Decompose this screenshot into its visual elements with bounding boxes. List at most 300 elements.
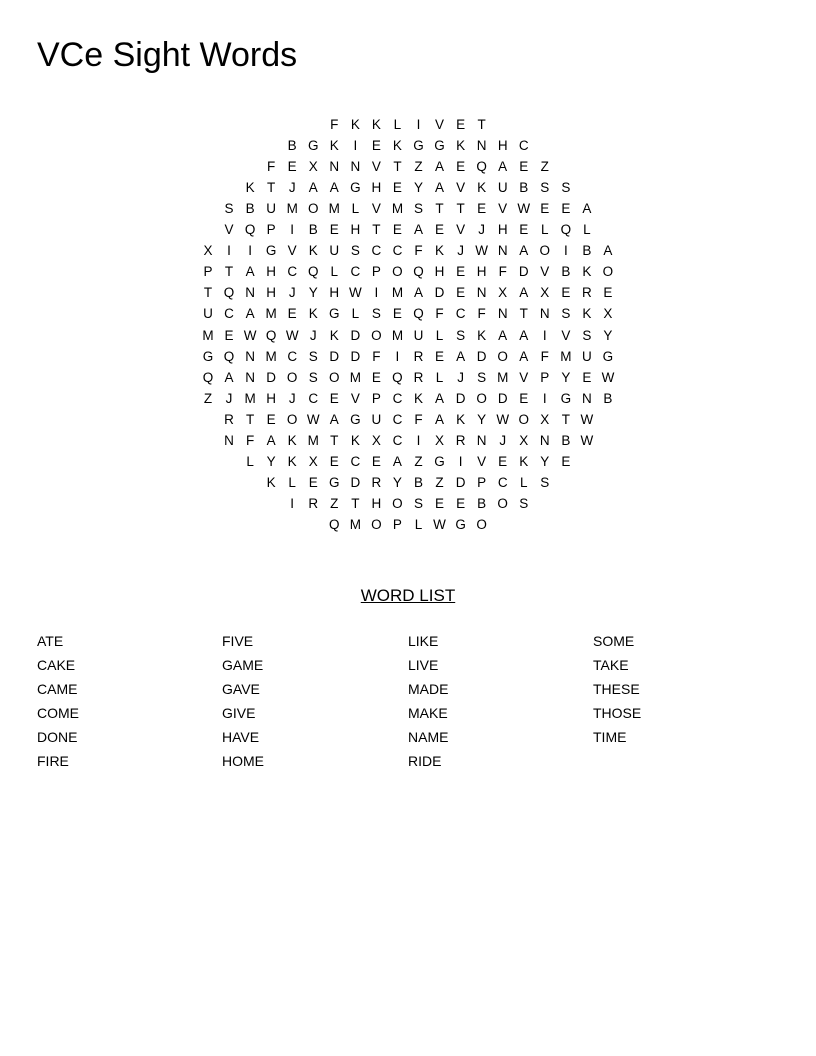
grid-letter: K — [435, 243, 445, 259]
grid-letter: K — [392, 138, 402, 154]
grid-letter: F — [435, 306, 444, 322]
grid-letter: E — [435, 495, 445, 511]
grid-letter: A — [456, 348, 466, 364]
grid-letter: V — [498, 201, 508, 217]
grid-letter: E — [456, 495, 466, 511]
grid-letter: W — [601, 369, 615, 385]
grid-letter: A — [519, 285, 529, 301]
grid-letter: E — [456, 117, 466, 132]
grid-letter: S — [224, 201, 234, 217]
grid-letter: U — [203, 306, 213, 322]
grid-letter: P — [371, 390, 381, 406]
grid-letter: W — [496, 411, 510, 427]
grid-letter: K — [266, 474, 276, 490]
grid-letter: E — [456, 159, 466, 175]
grid-letter: E — [392, 180, 402, 196]
grid-letter: J — [499, 432, 507, 448]
grid-letter: G — [434, 453, 445, 469]
grid-letter: L — [435, 369, 444, 385]
grid-letter: J — [457, 243, 464, 259]
grid-letter: G — [560, 390, 572, 406]
word-list-item: THESE — [593, 681, 640, 697]
grid-letter: H — [497, 222, 508, 238]
grid-letter: T — [245, 411, 255, 427]
grid-letter: I — [290, 222, 295, 238]
grid-letter: W — [306, 411, 320, 427]
word-list-item: HAVE — [222, 729, 260, 745]
grid-letter: C — [518, 138, 529, 154]
grid-letter: F — [477, 306, 486, 322]
grid-letter: G — [350, 411, 361, 427]
grid-letter: N — [476, 432, 487, 448]
grid-letter: A — [435, 180, 445, 196]
page-title: VCe Sight Words — [37, 36, 298, 74]
grid-letter: S — [350, 243, 360, 259]
grid-letter: L — [583, 222, 591, 238]
grid-letter: V — [456, 222, 466, 238]
grid-letter: C — [350, 264, 361, 280]
grid-letter: N — [245, 348, 255, 364]
grid-letter: I — [563, 243, 568, 259]
grid-letter: N — [539, 306, 550, 322]
grid-letter: C — [497, 474, 508, 490]
grid-letter: A — [413, 222, 423, 238]
grid-letter: N — [245, 369, 255, 385]
grid-letter: C — [371, 243, 382, 259]
grid-letter: L — [330, 264, 339, 280]
grid-letter: S — [477, 369, 487, 385]
grid-letter: N — [497, 306, 508, 322]
grid-letter: M — [349, 369, 361, 385]
grid-letter: J — [288, 180, 296, 196]
grid-letter: O — [518, 411, 529, 427]
grid-letter: K — [287, 432, 297, 448]
grid-letter: M — [391, 285, 404, 301]
grid-letter: E — [582, 369, 592, 385]
grid-letter: G — [434, 138, 445, 154]
grid-letter: T — [372, 222, 381, 238]
grid-letter: G — [602, 348, 614, 364]
grid-letter: W — [433, 516, 446, 532]
grid-letter: E — [561, 201, 571, 217]
grid-letter: H — [434, 264, 445, 280]
word-list-item: LIVE — [408, 657, 439, 673]
grid-letter: H — [266, 285, 277, 301]
grid-letter: R — [413, 369, 424, 385]
grid-letter: T — [203, 285, 213, 301]
grid-letter: S — [308, 348, 318, 364]
grid-letter: F — [267, 159, 276, 175]
grid-letter: Q — [413, 264, 424, 280]
grid-letter: V — [350, 390, 360, 406]
grid-letter: K — [371, 117, 381, 132]
grid-letter: E — [561, 285, 571, 301]
grid-letter: Y — [266, 453, 276, 469]
grid-letter: W — [475, 243, 489, 259]
grid-letter: F — [372, 348, 381, 364]
grid-letter: M — [328, 201, 340, 217]
word-list-item: DONE — [37, 729, 78, 745]
grid-letter: Q — [223, 348, 235, 364]
grid-letter: U — [371, 411, 382, 427]
grid-letter: E — [519, 222, 529, 238]
grid-letter: K — [582, 306, 592, 322]
grid-letter: C — [392, 432, 403, 448]
word-list-item: GAME — [222, 657, 264, 673]
grid-letter: L — [351, 201, 360, 217]
grid-letter: D — [455, 474, 466, 490]
grid-letter: M — [202, 327, 214, 343]
grid-letter: Y — [392, 474, 402, 490]
grid-letter: V — [540, 264, 550, 280]
grid-letter: S — [561, 306, 571, 322]
grid-letter: I — [542, 390, 547, 406]
grid-letter: E — [224, 327, 234, 343]
grid-letter: Q — [476, 159, 487, 175]
grid-letter: Q — [392, 369, 403, 385]
grid-letter: A — [245, 306, 255, 322]
grid-letter: D — [476, 348, 487, 364]
grid-letter: Z — [414, 453, 423, 469]
grid-letter: E — [371, 453, 381, 469]
grid-letter: N — [497, 243, 508, 259]
grid-letter: B — [519, 180, 529, 196]
grid-letter: C — [287, 348, 298, 364]
grid-letter: N — [476, 138, 487, 154]
grid-letter: N — [582, 390, 592, 406]
grid-letter: O — [476, 516, 487, 532]
grid-letter: P — [266, 222, 276, 238]
grid-letter: A — [435, 411, 445, 427]
grid-letter: Y — [413, 180, 423, 196]
grid-letter: C — [455, 306, 466, 322]
grid-letter: L — [351, 306, 360, 322]
grid-letter: K — [582, 264, 592, 280]
grid-letter: E — [456, 264, 466, 280]
grid-letter: Q — [202, 369, 214, 385]
grid-letter: R — [455, 432, 466, 448]
grid-letter: O — [392, 264, 403, 280]
grid-letter: T — [456, 201, 465, 217]
grid-letter: P — [540, 369, 550, 385]
grid-letter: U — [413, 327, 424, 343]
grid-letter: V — [456, 180, 466, 196]
word-list-item: NAME — [408, 729, 449, 745]
grid-letter: I — [374, 285, 379, 301]
grid-letter: A — [435, 390, 445, 406]
grid-letter: A — [519, 348, 529, 364]
grid-letter: X — [308, 159, 318, 175]
grid-letter: H — [329, 285, 340, 301]
grid-letter: K — [287, 453, 297, 469]
grid-letter: N — [539, 432, 550, 448]
grid-letter: X — [498, 285, 508, 301]
grid-letter: E — [266, 411, 276, 427]
grid-letter: E — [287, 306, 297, 322]
grid-letter: A — [498, 159, 508, 175]
grid-letter: S — [413, 495, 423, 511]
grid-letter: Y — [561, 369, 571, 385]
word-list-item: LIKE — [408, 633, 439, 649]
grid-letter: K — [456, 138, 466, 154]
grid-letter: B — [477, 495, 487, 511]
grid-letter: X — [540, 411, 550, 427]
grid-letter: C — [224, 306, 234, 322]
grid-letter: U — [329, 243, 340, 259]
grid-letter: R — [582, 285, 592, 301]
grid-letter: C — [308, 390, 319, 406]
grid-letter: R — [413, 348, 424, 364]
grid-letter: E — [435, 348, 445, 364]
grid-letter: K — [245, 180, 255, 196]
grid-letter: C — [287, 264, 298, 280]
grid-letter: A — [582, 201, 592, 217]
grid-letter: H — [371, 495, 382, 511]
grid-letter: G — [265, 243, 277, 259]
grid-letter: E — [561, 453, 571, 469]
word-list-item: MADE — [408, 681, 449, 697]
grid-letter: K — [456, 411, 466, 427]
grid-letter: C — [392, 390, 403, 406]
grid-letter: J — [288, 390, 296, 406]
grid-letter: T — [519, 306, 528, 322]
grid-letter: V — [561, 327, 571, 343]
grid-letter: O — [286, 369, 298, 385]
grid-letter: A — [413, 285, 423, 301]
word-list-item: GIVE — [222, 705, 256, 721]
grid-letter: W — [348, 285, 362, 301]
word-list-item: RIDE — [408, 753, 442, 769]
grid-letter: E — [435, 222, 445, 238]
grid-letter: L — [541, 222, 549, 238]
grid-letter: O — [286, 411, 298, 427]
grid-letter: V — [287, 243, 297, 259]
grid-letter: S — [308, 369, 318, 385]
grid-letter: I — [353, 138, 358, 154]
grid-letter: L — [288, 474, 296, 490]
grid-letter: E — [456, 285, 466, 301]
grid-letter: B — [308, 222, 318, 238]
grid-letter: V — [371, 159, 381, 175]
word-list-item: CAKE — [37, 657, 76, 673]
grid-letter: O — [329, 369, 340, 385]
grid-letter: M — [391, 327, 404, 343]
grid-letter: C — [392, 243, 403, 259]
word-list-item: HOME — [222, 753, 264, 769]
grid-letter: R — [224, 411, 234, 427]
grid-letter: A — [329, 411, 339, 427]
grid-letter: P — [371, 264, 381, 280]
grid-letter: O — [371, 327, 382, 343]
grid-letter: E — [477, 201, 487, 217]
grid-letter: K — [308, 243, 318, 259]
word-list-item: GAVE — [222, 681, 260, 697]
grid-letter: Q — [413, 306, 424, 322]
grid-letter: M — [265, 348, 277, 364]
grid-letter: V — [371, 201, 381, 217]
grid-letter: B — [561, 264, 571, 280]
grid-letter: W — [580, 432, 594, 448]
grid-letter: D — [266, 369, 277, 385]
grid-letter: V — [477, 453, 487, 469]
grid-letter: Z — [435, 474, 444, 490]
word-list-item: THOSE — [593, 705, 642, 721]
grid-letter: E — [498, 453, 508, 469]
grid-letter: Q — [307, 264, 319, 280]
grid-letter: Y — [540, 453, 550, 469]
word-list-item: FIRE — [37, 753, 69, 769]
grid-letter: O — [307, 201, 319, 217]
grid-letter: Q — [265, 327, 277, 343]
grid-letter: I — [416, 117, 421, 132]
grid-letter: D — [434, 285, 445, 301]
grid-letter: R — [371, 474, 382, 490]
grid-letter: L — [246, 453, 254, 469]
grid-letter: S — [413, 201, 423, 217]
grid-letter: G — [455, 516, 466, 532]
grid-letter: I — [542, 327, 547, 343]
grid-letter: U — [497, 180, 508, 196]
grid-letter: G — [329, 474, 340, 490]
grid-letter: X — [308, 453, 318, 469]
grid-letter: K — [519, 453, 529, 469]
grid-letter: A — [519, 327, 529, 343]
grid-letter: T — [435, 201, 444, 217]
grid-letter: S — [519, 495, 529, 511]
grid-letter: O — [539, 243, 551, 259]
grid-letter: S — [540, 474, 550, 490]
grid-letter: O — [497, 348, 508, 364]
grid-letter: A — [392, 453, 402, 469]
grid-letter: Y — [308, 285, 318, 301]
grid-letter: Q — [223, 285, 235, 301]
grid-letter: Z — [540, 159, 549, 175]
grid-letter: J — [457, 369, 464, 385]
grid-letter: G — [307, 138, 319, 154]
grid-letter: Q — [329, 516, 340, 532]
grid-letter: C — [392, 411, 403, 427]
grid-letter: A — [224, 369, 234, 385]
grid-letter: C — [350, 453, 361, 469]
grid-letter: B — [245, 201, 255, 217]
grid-letter: J — [309, 327, 317, 343]
grid-letter: W — [517, 201, 531, 217]
grid-letter: O — [497, 495, 508, 511]
grid-letter: D — [350, 348, 361, 364]
grid-letter: T — [267, 180, 276, 196]
grid-letter: R — [308, 495, 319, 511]
grid-letter: K — [350, 117, 360, 132]
grid-letter: Q — [560, 222, 572, 238]
grid-letter: K — [413, 390, 423, 406]
grid-letter: M — [391, 201, 404, 217]
grid-letter: E — [371, 138, 381, 154]
grid-letter: A — [245, 264, 255, 280]
grid-letter: E — [329, 222, 339, 238]
grid-letter: E — [519, 159, 529, 175]
grid-letter: T — [561, 411, 570, 427]
grid-letter: X — [603, 306, 613, 322]
grid-letter: S — [540, 180, 550, 196]
grid-letter: U — [582, 348, 592, 364]
grid-letter: S — [456, 327, 466, 343]
grid-letter: F — [498, 264, 507, 280]
grid-letter: I — [395, 348, 400, 364]
grid-letter: L — [393, 117, 402, 132]
grid-letter: M — [497, 369, 509, 385]
grid-letter: Y — [477, 411, 487, 427]
grid-letter: O — [476, 390, 487, 406]
grid-letter: E — [392, 306, 402, 322]
grid-letter: B — [561, 432, 571, 448]
grid-letter: I — [248, 243, 252, 259]
grid-letter: V — [519, 369, 529, 385]
grid-letter: Q — [244, 222, 256, 238]
grid-letter: I — [227, 243, 231, 259]
grid-letter: O — [371, 516, 382, 532]
grid-letter: F — [330, 117, 339, 132]
grid-letter: P — [477, 474, 487, 490]
grid-letter: V — [435, 117, 445, 132]
grid-letter: E — [603, 285, 613, 301]
grid-letter: X — [519, 432, 529, 448]
grid-letter: U — [266, 201, 277, 217]
grid-letter: F — [414, 411, 423, 427]
grid-letter: G — [329, 306, 340, 322]
grid-letter: P — [203, 264, 213, 280]
grid-letter: V — [224, 222, 234, 238]
grid-letter: M — [349, 516, 361, 532]
grid-letter: D — [518, 264, 529, 280]
grid-letter: K — [350, 432, 360, 448]
grid-letter: O — [602, 264, 614, 280]
grid-letter: N — [224, 432, 234, 448]
grid-letter: E — [329, 390, 339, 406]
grid-letter: N — [476, 285, 487, 301]
grid-letter: N — [245, 285, 255, 301]
word-list-item: MAKE — [408, 705, 448, 721]
grid-letter: E — [308, 474, 318, 490]
grid-letter: F — [245, 432, 255, 448]
grid-letter: J — [288, 285, 296, 301]
grid-letter: I — [416, 432, 421, 448]
grid-letter: W — [285, 327, 299, 343]
grid-letter: J — [478, 222, 486, 238]
grid-letter: B — [582, 243, 592, 259]
grid-letter: K — [329, 138, 339, 154]
grid-letter: S — [582, 327, 592, 343]
grid-letter: F — [540, 348, 549, 364]
grid-letter: N — [329, 159, 340, 175]
grid-letter: D — [350, 474, 361, 490]
grid-letter: D — [329, 348, 340, 364]
grid-letter: T — [224, 264, 234, 280]
grid-letter: A — [329, 180, 339, 196]
grid-letter: D — [455, 390, 466, 406]
grid-letter: A — [266, 432, 276, 448]
grid-letter: Z — [330, 495, 339, 511]
grid-letter: M — [307, 432, 319, 448]
grid-letter: X — [371, 432, 381, 448]
grid-letter: T — [330, 432, 339, 448]
grid-letter: Z — [414, 159, 423, 175]
grid-letter: G — [413, 138, 424, 154]
grid-letter: F — [414, 243, 423, 259]
word-list-item: ATE — [37, 633, 64, 649]
grid-letter: W — [580, 411, 594, 427]
grid-letter: G — [350, 180, 361, 196]
grid-letter: G — [202, 348, 214, 364]
